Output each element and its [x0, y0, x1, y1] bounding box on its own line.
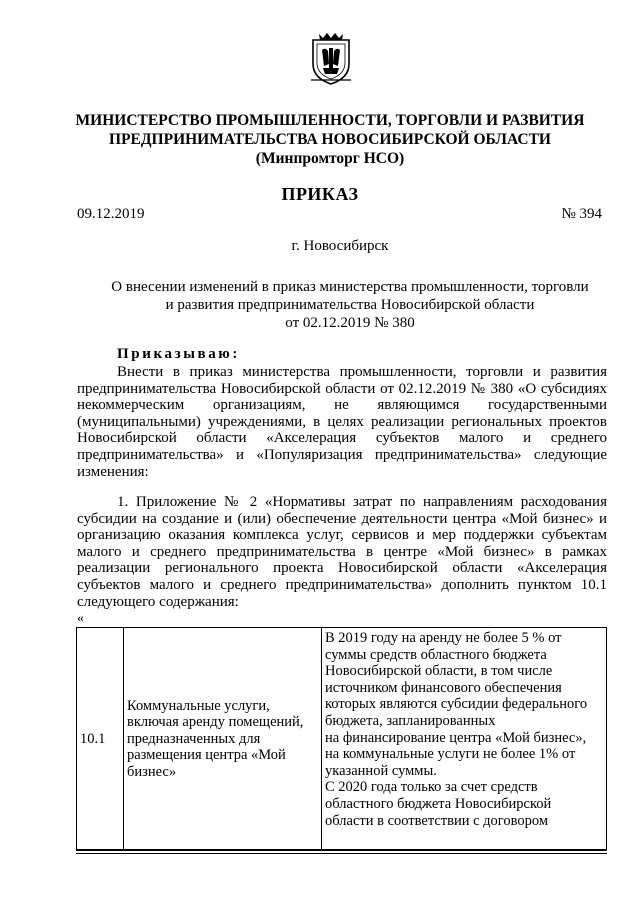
- paragraph-line: некоммерческим организациям, не являющимся государственными: [77, 397, 607, 414]
- paragraph-line: Внести в приказ министерства промышленности, торговли и развития: [117, 364, 607, 380]
- paragraph-line: организацию оказания комплекса услуг, сервисов и мер поддержки субъектам: [77, 527, 607, 544]
- ministry-short-name: (Минпромторг НСО): [255, 150, 405, 167]
- paragraph-line: (муниципальными) учреждениями, в целях реализации региональных проектов: [77, 413, 607, 430]
- table-bottom-rule: [76, 849, 607, 854]
- document-title: ПРИКАЗ: [281, 184, 359, 204]
- paragraph-intro: [77, 364, 607, 480]
- document-city: г. Новосибирск: [291, 238, 389, 254]
- document-number: № 394: [561, 206, 602, 222]
- paragraph-line: предпринимательства Новосибирской области от 02.12.2019 № 380 «О субсидиях: [77, 380, 607, 397]
- description-line: источником финансового обеспечения: [325, 679, 562, 696]
- paragraph-line: 1. Приложение № 2 «Нормативы затрат по направлениям расходования: [117, 494, 607, 510]
- table-row: [77, 628, 607, 851]
- description-line: которых являются субсидии федерального: [325, 696, 588, 713]
- table-cell-service: [124, 628, 322, 851]
- description-line: Новосибирской области, в том числе: [325, 663, 553, 680]
- table-cell-number: 10.1: [77, 628, 124, 851]
- service-line: бизнес»: [127, 763, 177, 780]
- table-cell-description: [322, 628, 607, 851]
- description-line: области в соответствии с договором: [325, 812, 549, 829]
- subject-line: и развития предпринимательства Новосибирской области: [165, 297, 535, 313]
- description-line: областного бюджета Новосибирской: [325, 795, 552, 812]
- ministry-name-line2: ПРЕДПРИНИМАТЕЛЬСТВА НОВОСИБИРСКОЙ ОБЛАСТИ: [109, 131, 551, 148]
- coat-of-arms-emblem: [309, 30, 353, 86]
- decree-word: Приказываю:: [117, 346, 240, 362]
- paragraph-item-1: [77, 494, 607, 610]
- service-line: предназначенных для: [127, 730, 261, 747]
- description-line: В 2019 году на аренду не более 5 % от: [325, 630, 562, 646]
- ministry-name-line1: МИНИСТЕРСТВО ПРОМЫШЛЕННОСТИ, ТОРГОВЛИ И РАЗВИТИЯ: [75, 112, 585, 129]
- description-line: С 2020 года только за счет средств: [325, 779, 538, 796]
- paragraph-line: предпринимательства» и «Популяризация предпринимательства» следующие: [77, 446, 607, 463]
- paragraph-line: изменения:: [77, 463, 149, 480]
- paragraph-line: малого и среднего предпринимательства в центре «Мой бизнес» в рамках: [77, 543, 607, 560]
- paragraph-line: субсидии на создание и (или) обеспечение деятельности центра «Мой бизнес» и: [77, 510, 607, 527]
- description-line: на коммунальные услуги не более 1% от: [325, 746, 576, 763]
- service-line: Коммунальные услуги,: [127, 697, 270, 714]
- document-subject: [100, 278, 600, 332]
- description-line: суммы средств областного бюджета: [325, 646, 547, 663]
- subject-line: от 02.12.2019 № 380: [285, 315, 415, 331]
- paragraph-line: субъектов малого и среднего предпринимательства» дополнить пунктом 10.1: [77, 576, 607, 593]
- service-line: включая аренду помещений,: [127, 714, 304, 731]
- ministry-header: [60, 111, 600, 168]
- description-line: бюджета, запланированных: [325, 712, 496, 729]
- description-line: на финансирование центра «Мой бизнес»,: [325, 729, 587, 746]
- amendment-table: [76, 627, 607, 851]
- opening-quote: «: [77, 611, 84, 626]
- description-line: указанной суммы.: [325, 762, 437, 779]
- document-date: 09.12.2019: [77, 206, 145, 222]
- paragraph-line: Новосибирской области «Акселерация субъектов малого и среднего: [77, 430, 607, 447]
- paragraph-line: реализации регионального проекта Новосибирской области «Акселерация: [77, 560, 607, 577]
- paragraph-line: следующего содержания:: [77, 593, 239, 610]
- subject-line: О внесении изменений в приказ министерства промышленности, торговли: [111, 279, 589, 295]
- service-line: размещения центра «Мой: [127, 747, 286, 764]
